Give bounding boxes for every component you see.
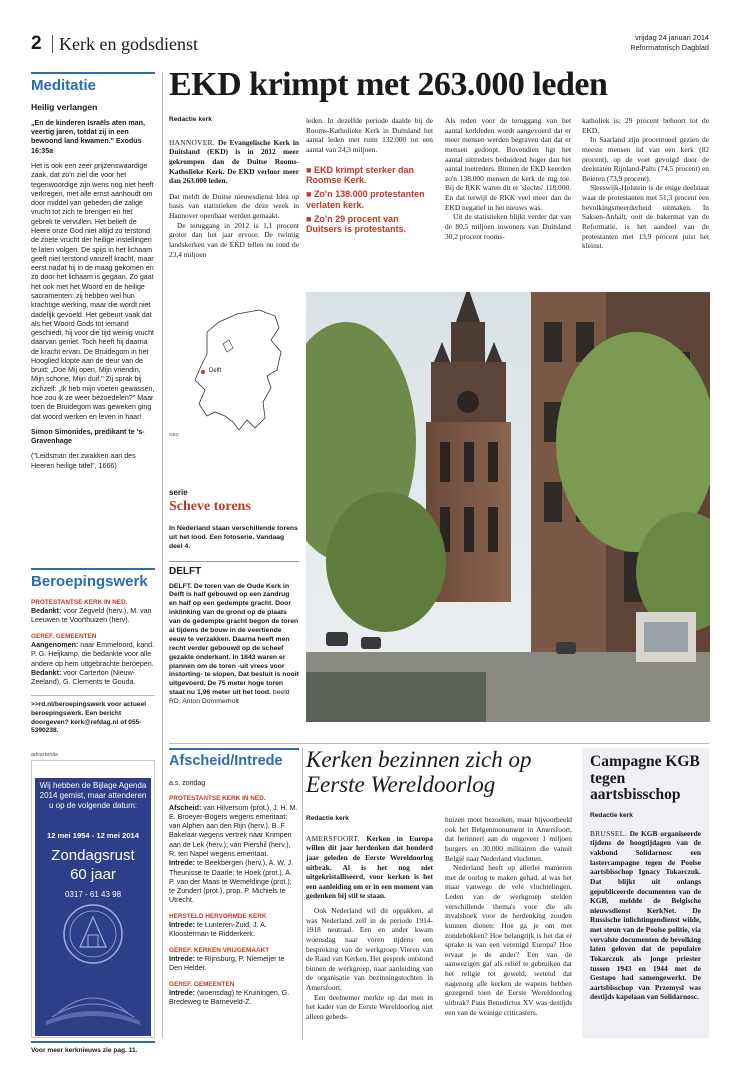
wereldoorlog-dateline: AMERSFOORT.	[306, 833, 360, 843]
wereldoorlog-col2-p1: huizen moet bezoeken, maar bijvoorbeeld ook het Belgenmonument in Amersfoort, dat herinnert aan de ongeveer 1 miljoen burgers en 30.000 militairen die vanuit België naar Nederland vluchtten.	[445, 815, 572, 863]
afscheid-entry-text: (woensdag) te Kruiningen, G. Bredeweg te Barneveld-Z.	[169, 988, 290, 1007]
map-credit: GBD	[169, 432, 179, 437]
beroeping-entry-text: voor Carterton (Nieuw-Zeeland), G. Clements te Gouda.	[31, 668, 136, 687]
kgb-headline: Campagne KGB tegen aartsbisschop	[590, 753, 700, 804]
main-byline: Redactie kerk	[169, 116, 212, 123]
afscheid-entry-label: Intrede:	[169, 988, 196, 997]
main-col4-p2: In Saarland zijn procentueel gezien de meeste mensen lid van een kerk (82 procent), op de voet gevolgd door de deelstaten Rijnland-Palts (74,5 procent) en Beieren (73,9 procent).	[582, 135, 709, 183]
wereldoorlog-col1-p1: Ook Nederland wil dit oppakken, al was Nederland zelf in de periode 1914-1918 neutraal. Een en ander kwam woensdag naar voren tijdens een bespreking van de werkgroep Vieren van de Raad van Kerken. Het gesprek ontstond binnen de werkgroep, naar aanleiding van de organisatie van bezinningstochten in Amersfoort.	[306, 906, 433, 992]
beroeping-church-0: PROTESTANTSE KERK IN NED.	[31, 598, 128, 606]
serie-caption: DELFT. De toren van de Oude Kerk in Delft is half gebouwd op een zandrug en half op een gedempte gracht. Door inklinking van de grond op de plaats van de gedempte gracht begon de toren al tijdens de bouw in de veertiende eeuw te verzakken. Daarna heeft men recht verder gebouwd op de scheef gezakte onderkant. In 1843 waren er plannen om de toren -uit vrees voor instorting- te slopen. Dat besluit is nooit uitgevoerd. De 75 meter hoge toren staat nu 1,96 meter uit het lood. beeld RD, Anton Dommerholt	[169, 582, 299, 706]
wereldoorlog-col2-p2: Nederland heeft op allerlei manieren met de oorlog te maken gehad, al was het maar vanwege de vele vluchtelingen. Leden van de werkgroep stelden verschillende thema's voor die als invalshoek voor de herdenking zouden kunnen dienen: Hoe ga je om met zondebokken? Hoe belangrijk is het dat er sprake is van een verenigd Europa? Hoe ervaar je de ander? Een van de aanwezigen gaf als reliëf te gebruiken dat het religie tot geweld, wetend dat nagenoeg alle kerken de wapens hebben gezegend toen de Eerste Wereldoorlog uitbrak? Paus Benedictus XV was destijds een van de weinige criticasters.	[445, 863, 572, 1017]
beroepingswerk-block	[31, 568, 155, 736]
header-paper: Reformatorisch Dagblad	[630, 43, 709, 52]
wereldoorlog-lead-text: Kerken in Europa willen dit jaar herdenken dat honderd jaar geleden de Eerste Wereldoorlog uitbrak. Al is het nog niet uitgekristalliseerd, voor kerken is het een aanleiding om er in een moment van gedenken bij stil te staan.	[306, 833, 433, 901]
ad-phone: 0317 - 61 43 98	[64, 890, 122, 899]
ad-years: 60 jaar	[70, 866, 116, 883]
beroepingswerk-link[interactable]: >>rd.nl/beroepingswerk voor actueel beroepingswerk. Een bericht doorgeven? kerk@refdag.nl of 055-5390238.	[31, 701, 147, 735]
wereldoorlog-lead	[306, 834, 433, 901]
main-headline: EKD krimpt met 263.000 leden	[169, 66, 608, 103]
main-bullets	[306, 165, 433, 235]
afscheid-heading: Afscheid/Intrede	[169, 748, 299, 771]
afscheid-entry-label: Afscheid:	[169, 803, 202, 812]
afscheid-entry-label: Intrede:	[169, 921, 196, 930]
main-col1-p1: Dat meldt de Duitse nieuwsdienst Idea op basis van statistieken die deze week in Hannover openbaar werden gemaakt.	[169, 191, 299, 220]
afscheid-church-3: GEREF. GEMEENTEN	[169, 980, 235, 988]
more-news-box	[31, 1041, 155, 1056]
bullet-square-icon: ■	[306, 213, 314, 224]
map-city: Delft	[209, 368, 222, 374]
main-col1-p2: De teruggang in 2012 is 1,1 procent groter dan het jaar ervoor. De twintig landskerken van de EKD tellen nu rond de 23,4 miljoen	[169, 220, 299, 259]
beroepingswerk-footer	[31, 695, 155, 736]
serie-title: Scheve torens	[169, 499, 251, 515]
serie-label: serie	[169, 488, 188, 497]
beroeping-entry	[31, 669, 155, 688]
beroeping-entry	[31, 607, 155, 626]
kgb-box	[582, 748, 709, 1038]
afscheid-entry-label: Intrede:	[169, 954, 196, 963]
beroeping-entry-text: voor Zegveld (herv.), M. van Leeuwen te Voorthuizen (herv).	[31, 607, 152, 625]
map-outline-icon	[167, 292, 297, 442]
afscheid-block	[169, 748, 299, 1007]
map-netherlands	[167, 292, 297, 442]
ad-seal-icon	[62, 903, 124, 965]
beroeping-entry-text: naar Emmeloord, kand. P. G. Heijkamp, die bedankte voor alle andere op hem uitgebrachte beroepen.	[31, 640, 155, 668]
advertisement-label: advertentie	[31, 752, 59, 758]
beroeping-church-1: GEREF. GEMEENTEN	[31, 632, 97, 640]
kgb-byline: Redactie kerk	[590, 812, 633, 820]
main-col-3	[445, 111, 571, 241]
main-col2-text: leden. In dezelfde periode daalde bij de Rooms-Katholieke Kerk in Duitsland het aantal leden met ruim 132.000 tot een aantal van 24,3 miljoen.	[306, 116, 433, 154]
wereldoorlog-headline: Kerken bezinnen zich op Eerste Wereldoorlog	[306, 747, 532, 797]
section-title: Kerk en godsdienst	[59, 34, 198, 54]
afscheid-church-1: HERSTELD HERVORMDE KERK	[169, 912, 267, 920]
afscheid-entry-text: te Rijnsburg, P. Niemeijer te Den Helder.	[169, 954, 285, 973]
meditatie-author: Simon Simonides, predikant te 's-Gravenhage	[31, 427, 145, 446]
wereldoorlog-col-1	[306, 815, 433, 1022]
beroeping-entry-label: Bedankt:	[31, 668, 62, 677]
meditatie-quote: „En de kinderen Israëls aten man, veertig jaren, totdat zij in een bewoond land kwamen." Exodus 16:35a	[31, 118, 145, 155]
afscheid-entry	[169, 955, 299, 974]
left-separator	[162, 72, 163, 1038]
afscheid-entry-label: Intrede:	[169, 859, 196, 868]
kgb-body: BRUSSEL. De KGB organiseerde tijdens de hoogtijdagen van de vakbond Solidarnosc een lastercampagne tegen de Poolse aartsbisschop Ignacy Tokarczuk. Dat blijkt uit onlangs gepubliceerde documenten van de KGB, meldde de Belgische nieuwsdienst KerkNet. De Russische inlichtingendienst wilde, met steun van de Poolse politie, via vervalste documenten de bevolking laten geloven dat de populaire Tokarczuk als jonge priester tussen 1943 en 1944 met de Gestapo had samengewerkt. De aartsbisschop van Przemysl was destijds kapelaan van Solidarnosc.	[590, 828, 701, 1002]
kgb-dateline: BRUSSEL.	[590, 828, 627, 838]
main-col3-p1: Als reden voor de teruggang van het aantal kerkleden wordt aangevoerd dat er meer mensen werden begraven dan dat er mensen gedoopt. Bovendien ligt het aantal uittreders beduidend hoger dan het aantal toetreders. Binnen de EKD keerden zo'n 138.000 mensen de kerk de rug toe. Bij de RKK waren dit er 'slechts' 118.000. En dat terwijl de RKK veel meer dan de EKD negatief in het nieuws was.	[445, 116, 571, 212]
meditatie-body: Het is ook een zeer prijzenswaardige zaak, dat zo'n ziel die voor het tegenwoordige zijn wens nog niet heeft verkregen, met alle ernst aanhoudt om door middel van gebeden die zalige vrucht tot zich te brengen en het gebrek te vervullen. Het belieft de Heere onze God niet altijd zo terstond de zoete vrucht der heilige instellingen te laten volgen. De spijs in het lichaam geeft niet terstond vanzelf kracht, maar eerst nadat hij in de maag gekomen en zo door het lichaam is gegaan. Zo gaat het ook met het Woord en de heilige sacramenten: zij hebben wel hun krachtige werking, maar die wordt niet dadelijk gevoeld. Het gebeurt vaak dat als het Woord Gods tot iemand geschiedt, hij voor die tijd weinig vrucht daarvan geniet. Toch heeft hij daarna de kracht ervan. De Bruidegom in het Hooglied klopte aan de deur van de bruid: „Doe Mij open, Mijn vriendin, Mijn schone, Mijn duif." Zij sprak bij zichzelf: „Ik heb mijn voeten gewassen, hoe zou ik ze weer bezoedelen?" Maar toen de Bruidegom was geweken ging dat woord werken en leven in haar!	[31, 162, 155, 421]
wereldoorlog-byline: Redactie kerk	[306, 815, 349, 822]
beroeping-entry-label: Aangenomen:	[31, 640, 79, 649]
serie-place: DELFT	[169, 561, 299, 578]
serie-block	[169, 488, 299, 707]
meditatie-subtitle: Heilig verlangen	[31, 101, 98, 112]
beroepingswerk-heading: Beroepingswerk	[31, 568, 155, 592]
bullet-item: ■ Zo'n 138.000 protestanten verlaten kerk.	[306, 189, 425, 210]
section-divider	[169, 743, 709, 744]
afscheid-church-0: PROTESTANTSE KERK IN NED.	[169, 795, 266, 803]
wereldoorlog-col1-p2: Een deelnemer merkte op dat men in het kader van de Eerste Wereldoorlog niet alleen gebeds-	[306, 992, 433, 1021]
main-col3-p2: Uit de statistieken blijkt verder dat van de 80,5 miljoen inwoners van Duitsland 30,2 procent rooms-	[445, 212, 571, 241]
bullet-square-icon: ■	[306, 189, 314, 200]
afscheid-entry-text: van Hilversum (prot.), J. H. M. E. Broeyer-Bogers wegens emeritaat; van Alphen aan den Rijn (herv.), B. F. Bakelaar wegens vertrek naar Krimpen aan de Lek (herv.); van Piershil (herv.), R. ten Napel wegens emeritaat.	[169, 803, 298, 858]
advertisement[interactable]	[31, 760, 155, 1038]
middle-separator	[302, 748, 303, 1040]
afscheid-list	[169, 795, 299, 1007]
meditatie-heading: Meditatie	[31, 72, 155, 96]
main-col4-p3: Sleeswijk-Holstein is de enige deelstaat waar de protestanten met 51,3 procent een bevolkingsmeerderheid uitmaken. In Saksen-Anhalt, ooit de bakermat van de Reformatie, is het aandeel van de protestanten met 13,9 procent juist het kleinst.	[582, 183, 709, 251]
photo-oude-kerk	[306, 292, 710, 722]
main-dateline: HANNOVER.	[169, 137, 216, 147]
wereldoorlog-col-2	[445, 815, 572, 1017]
beroeping-entry	[31, 641, 155, 669]
photo-tower-image	[306, 292, 710, 722]
main-lead	[169, 138, 299, 186]
meditatie-source: ("Leidsman der zwakken aan des Heeren heilige tafel", 1666)	[31, 452, 136, 470]
more-news-text[interactable]: Voor meer kerknieuws zie pag. 11.	[31, 1047, 138, 1054]
main-col-1	[169, 111, 299, 259]
beroeping-entry-label: Bedankt:	[31, 607, 62, 616]
header-date: vrijdag 24 januari 2014	[635, 33, 709, 42]
afscheid-entry	[169, 804, 299, 860]
main-col4-p1: katholiek is; 29 procent behoort tot de EKD.	[582, 116, 709, 135]
main-col-2	[306, 111, 433, 235]
serie-intro: In Nederland staan verschillende torens uit het lood. Een fotoserie. Vandaag deel 4.	[169, 524, 298, 550]
afscheid-entry	[169, 859, 299, 905]
serie-credit: beeld RD, Anton Dommerholt	[169, 689, 290, 706]
ad-intro: Wij hebben de Bijlage Agenda 2014 gemist, maar attenderen u op de volgende datum:	[39, 781, 147, 811]
page-number: 2	[31, 33, 42, 54]
bullet-item: ■ Zo'n 29 procent van Duitsers is protestants.	[306, 213, 407, 235]
main-lead-text: De Evangelische Kerk in Duitsland (EKD) is in 2012 meer gekrompen dan de Duitse Rooms-Katholieke Kerk. De EKD verloor meer dan 263.000 leden.	[169, 137, 299, 186]
beroepingswerk-list	[31, 599, 155, 688]
afscheid-sub: a.s. zondag	[169, 779, 206, 787]
afscheid-entry-text: te Beekbergen (herv.), A. W. J. Theunisse te Daarle; te Hoek (prot.), A. P. van der Maas te Wemeldinge (prot.); te Zundert (prot.), prop. P. Michiels te Utrecht.	[169, 859, 294, 905]
bullet-square-icon: ■	[306, 164, 314, 175]
ad-book-icon	[42, 971, 144, 1029]
left-column	[31, 72, 155, 471]
afscheid-church-2: GEREF. KERKEN VRIJGEMAAKT	[169, 946, 270, 954]
main-col-4	[582, 111, 709, 251]
bullet-item: ■ EKD krimpt sterker dan Roomse Kerk.	[306, 164, 414, 185]
page-header	[31, 32, 709, 58]
header-divider	[52, 35, 53, 53]
afscheid-entry	[169, 921, 299, 940]
afscheid-entry	[169, 989, 299, 1008]
afscheid-entry-text: te Lunteren-Zuid, J. A. Kloosterman te Ridderkerk.	[169, 921, 267, 939]
ad-title: Zondagsrust	[51, 847, 135, 864]
ad-dates: 12 mei 1954 - 12 mei 2014	[46, 831, 140, 840]
